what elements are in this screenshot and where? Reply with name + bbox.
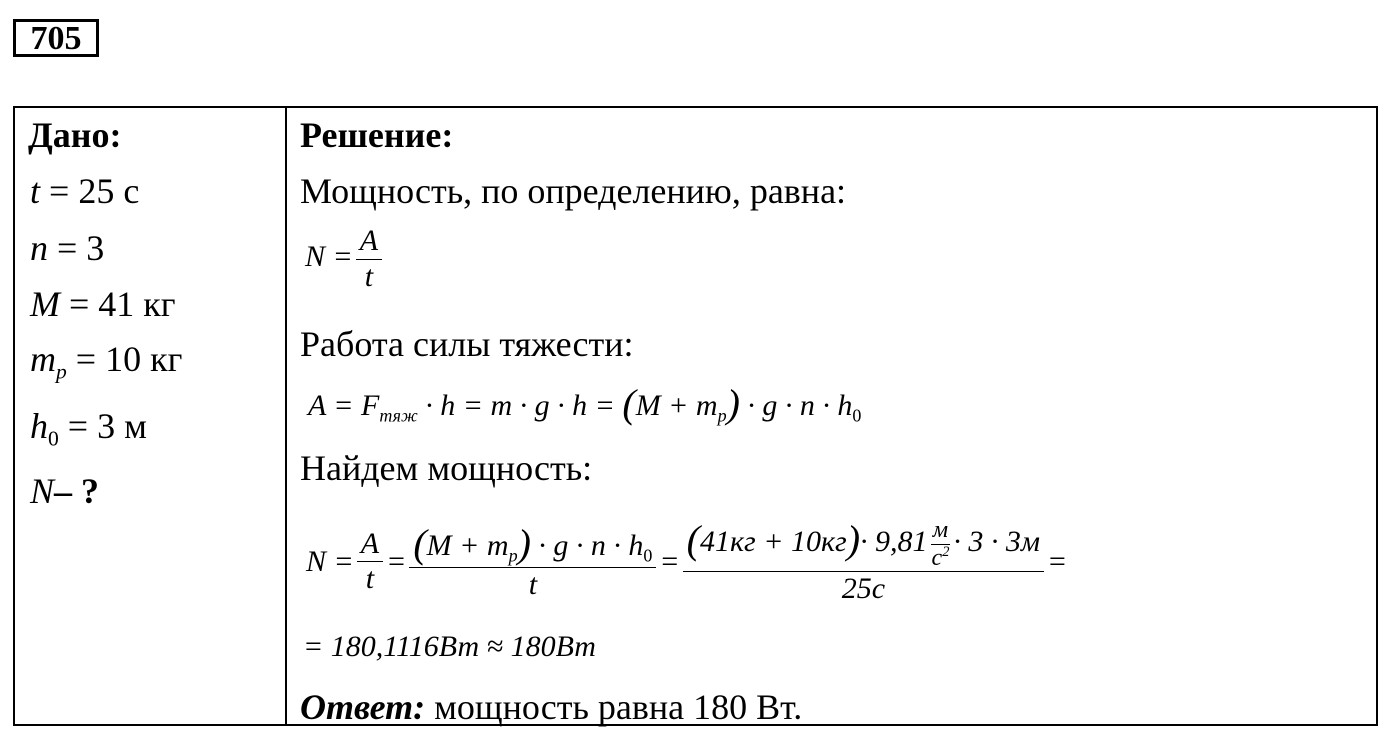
f2-sub-p: p	[717, 405, 727, 426]
given-t-symbol: t	[30, 171, 41, 211]
given-n	[30, 227, 104, 269]
solution-line-find-power: Найдем мощность:	[300, 448, 593, 488]
f3-num3b: · 9,81	[860, 525, 928, 558]
f2-part1: A = F	[308, 389, 380, 422]
f3-num3	[683, 517, 1044, 572]
f3-unit-den	[930, 545, 952, 571]
given-mp-value: = 10 кг	[75, 339, 183, 379]
formula-result: = 180,1116Вт ≈ 180Вт	[303, 630, 596, 663]
formula-power-calculation	[306, 517, 1067, 607]
given-heading: Дано:	[28, 115, 122, 155]
given-M	[30, 283, 176, 325]
given-mp-subscript: p	[56, 359, 67, 384]
given-h0-symbol: h	[30, 406, 48, 446]
f3-num3-rparen: )	[846, 517, 861, 562]
formula-power-definition	[305, 224, 385, 294]
fraction-numerator: A	[356, 224, 382, 260]
f3-lhs: N =	[306, 544, 354, 578]
f3-num3c: · 3 · 3м	[953, 525, 1041, 558]
f3-unit-fraction	[930, 517, 952, 571]
f3-den1: t	[365, 562, 375, 596]
given-find-dash: –	[54, 471, 73, 511]
given-M-symbol: M	[30, 284, 60, 324]
given-n-value: = 3	[57, 228, 105, 268]
given-h0-subscript: 0	[48, 426, 59, 451]
f3-num2-sub-0: 0	[643, 545, 653, 566]
given-M-value: = 41 кг	[69, 284, 176, 324]
f3-unit-den-c: с	[931, 544, 943, 571]
formula-gravity-work	[308, 380, 861, 427]
given-find-question: ?	[81, 471, 100, 511]
given-mp-symbol: m	[30, 339, 56, 379]
f3-fraction-symbolic	[409, 521, 656, 603]
f3-unit-num: м	[932, 517, 949, 544]
f3-num2b: · g · n · h	[538, 529, 644, 562]
f2-part2: · h = m · g · h =	[425, 389, 615, 422]
f3-num3-lparen: (	[686, 517, 700, 562]
given-h0	[30, 405, 147, 452]
f2-part4: · g · n · h	[747, 389, 853, 422]
f3-eq1: =	[386, 544, 407, 578]
given-t	[30, 170, 139, 212]
f3-eq3: =	[1047, 544, 1068, 578]
given-n-symbol: n	[30, 228, 48, 268]
f3-den3: 25с	[841, 572, 886, 605]
f3-eq2: =	[659, 544, 680, 578]
f3-num2	[409, 521, 656, 568]
given-mp	[30, 338, 182, 385]
f3-num2-rparen: )	[517, 521, 531, 566]
column-divider	[285, 106, 287, 726]
f3-den2: t	[528, 568, 538, 601]
solution-line-gravity-work: Работа силы тяжести:	[300, 324, 634, 364]
solution-line-power-definition: Мощность, по определению, равна:	[300, 171, 847, 211]
problem-number: 705	[13, 19, 99, 57]
answer-text: мощность равна 180 Вт.	[434, 687, 803, 727]
formula-power-lhs: N =	[305, 239, 353, 273]
solution-heading: Решение:	[300, 115, 454, 155]
f3-num1: A	[357, 527, 383, 563]
answer-line	[300, 686, 802, 728]
given-find	[30, 470, 99, 512]
f3-unit-power: 2	[942, 543, 950, 560]
f2-part3: M + m	[635, 389, 718, 422]
f3-num2-sub-p: p	[508, 545, 518, 566]
fraction-denominator: t	[364, 259, 374, 293]
f2-sub-tyazh: тяж	[379, 405, 418, 426]
f3-fraction-A-t	[357, 527, 383, 597]
answer-label: Ответ:	[300, 687, 426, 727]
f2-right-paren: )	[726, 381, 740, 426]
fraction-A-over-t	[356, 224, 382, 294]
given-find-symbol: N	[30, 471, 55, 511]
f2-sub-0: 0	[852, 405, 862, 426]
given-h0-value: = 3 м	[67, 406, 147, 446]
f3-num3a: 41кг + 10кг	[699, 525, 847, 558]
f3-fraction-numeric	[683, 517, 1044, 607]
f3-num2a: M + m	[426, 529, 509, 562]
f3-num2-lparen: (	[413, 521, 427, 566]
given-t-value: = 25 с	[49, 171, 140, 211]
f2-left-paren: (	[622, 381, 636, 426]
